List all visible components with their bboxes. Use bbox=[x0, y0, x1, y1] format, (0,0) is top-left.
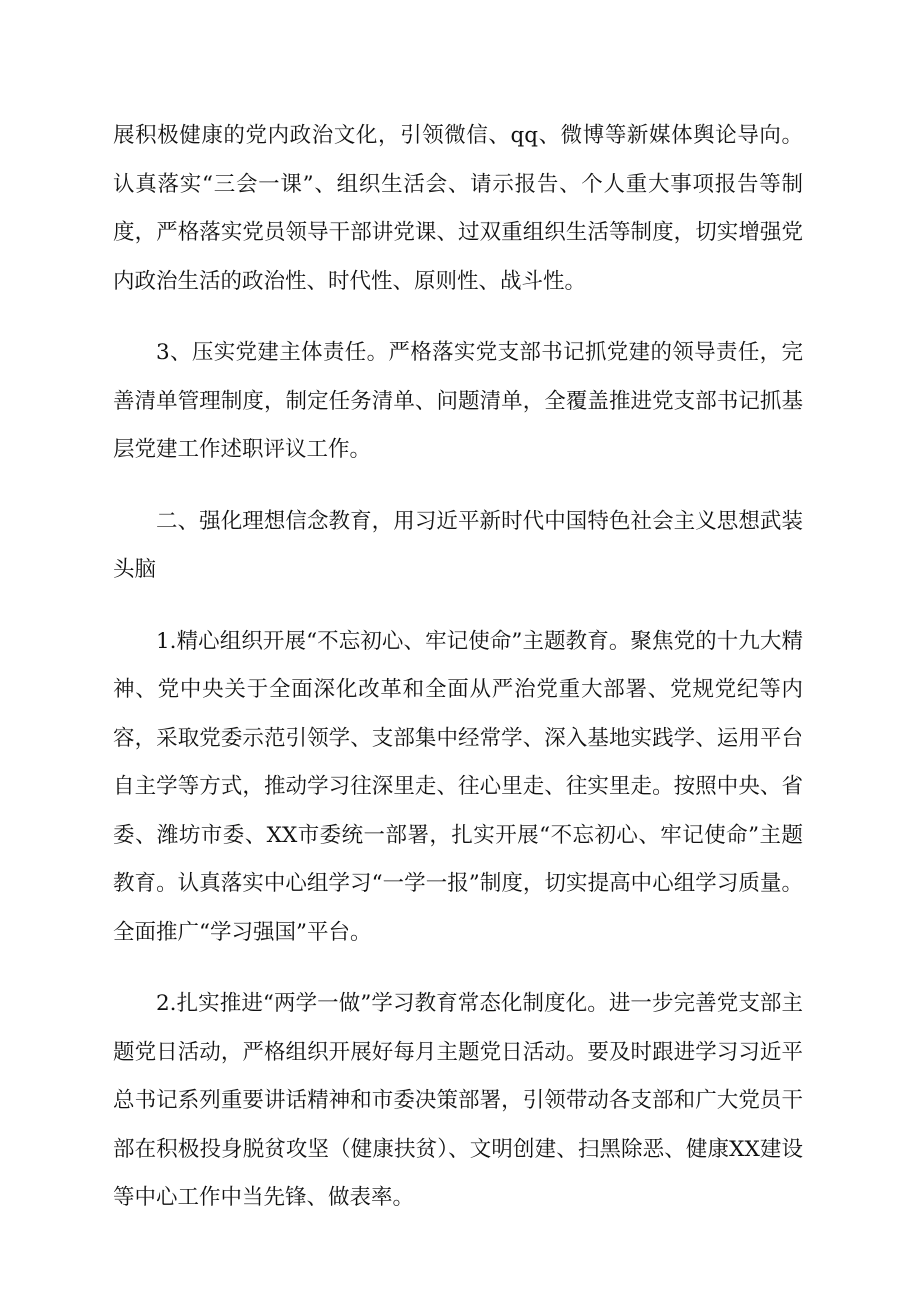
paragraph-two-studies-one-action: 2.扎实推进“两学一做”学习教育常态化制度化。进一步完善党支部主题党日活动，严格组织开展好每月主题党日活动。要及时跟进学习习近平总书记系列重要讲话精神和市委决策部署，引领带动各支部和广大党员干部在积极投身脱贫攻坚（健康扶贫）、文明创建、扫黑除恶、健康XX建设等中心工作中当先锋、做表率。 bbox=[113, 991, 803, 1210]
paragraph-party-building-responsibility: 3、压实党建主体责任。严格落实党支部书记抓党建的领导责任，完善清单管理制度，制定任务清单、问题清单，全覆盖推进党支部书记抓基层党建工作述职评议工作。 bbox=[113, 340, 803, 462]
paragraph-continued-political-culture: 展积极健康的党内政治文化，引领微信、qq、微博等新媒体舆论导向。认真落实“三会一课”、组织生活会、请示报告、个人重大事项报告等制度，严格落实党员领导干部讲党课、过双重组织生活等制度，切实增强党内政治生活的政治性、时代性、原则性、战斗性。 bbox=[113, 123, 803, 294]
paragraph-theme-education: 1.精心组织开展“不忘初心、牢记使命”主题教育。聚焦党的十九大精神、党中央关于全面深化改革和全面从严治党重大部署、党规党纪等内容，采取党委示范引领学、支部集中经常学、深入基地实践学、运用平台自主学等方式，推动学习往深里走、往心里走、往实里走。按照中央、省委、潍坊市委、XX市委统一部署，扎实开展“不忘初心、牢记使命”主题教育。认真落实中心组学习“一学一报”制度，切实提高中心组学习质量。全面推广“学习强国”平台。 bbox=[113, 628, 803, 945]
section-heading-ideals-education: 二、强化理想信念教育，用习近平新时代中国特色社会主义思想武装头脑 bbox=[113, 508, 803, 582]
document-body bbox=[113, 112, 803, 1223]
